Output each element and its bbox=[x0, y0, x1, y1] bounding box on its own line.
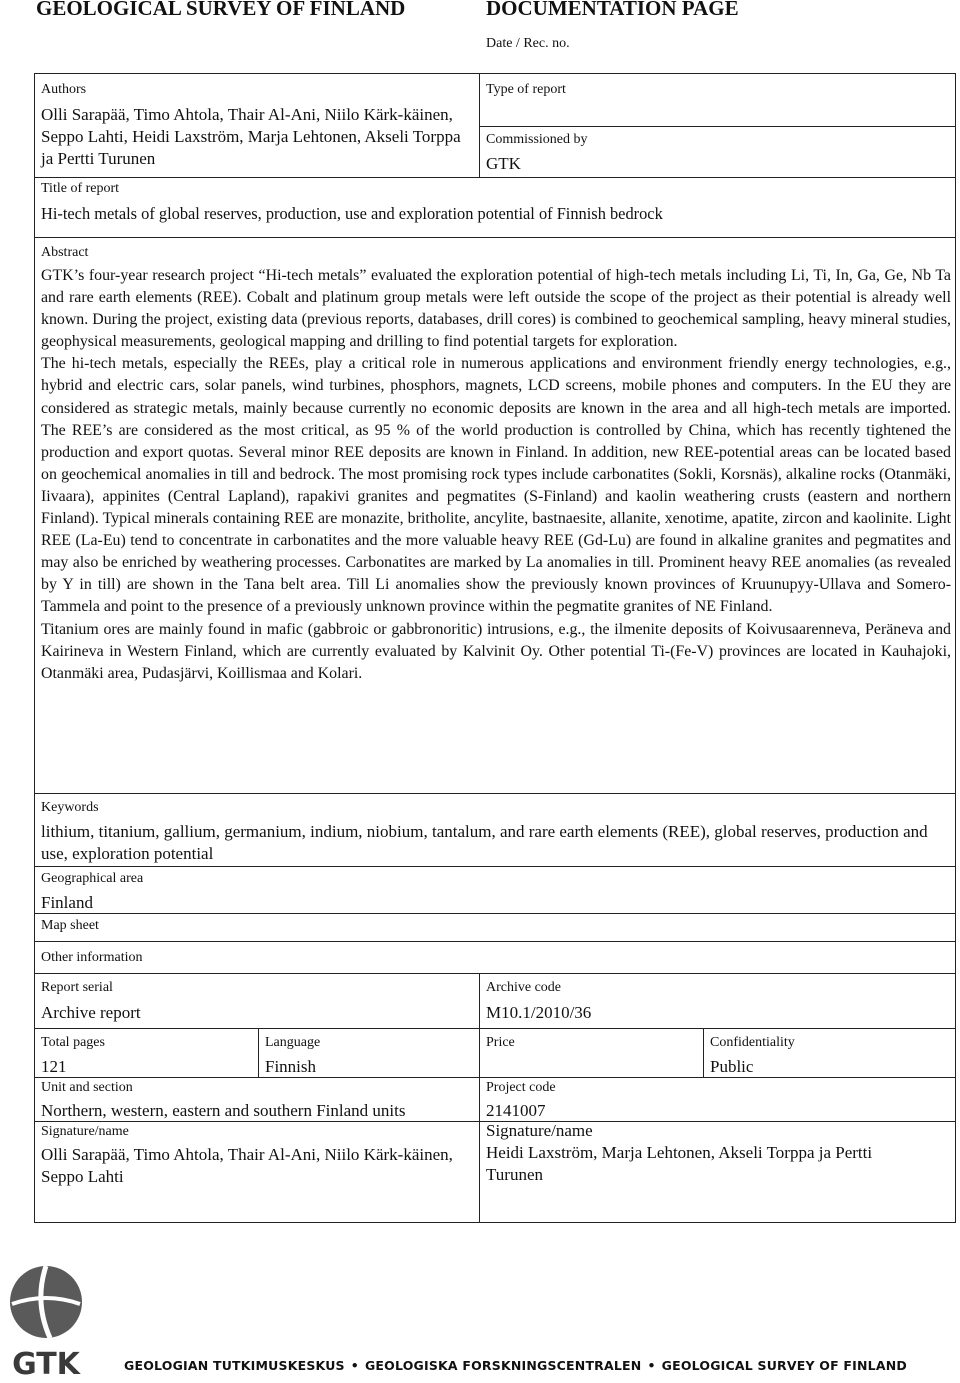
abstract-body bbox=[41, 265, 951, 685]
gtk-logo bbox=[4, 1262, 88, 1380]
bullet-separator: • bbox=[647, 1358, 656, 1373]
footer-institution-names bbox=[124, 1358, 907, 1373]
authors-value: Olli Sarapää, Timo Ahtola, Thair Al-Ani, Niilo Kärk-käinen, Seppo Lahti, Heidi Laxström, Marja Lehtonen, Akseli Torppa ja Pertti Turunen bbox=[41, 105, 461, 168]
divider bbox=[34, 237, 956, 238]
signature-left-value: Olli Sarapää, Timo Ahtola, Thair Al-Ani, Niilo Kärk-käinen, Seppo Lahti bbox=[41, 1145, 453, 1186]
unit-and-section-label: Unit and section bbox=[41, 1080, 133, 1095]
footer-name-finnish: GEOLOGIAN TUTKIMUSKESKUS bbox=[124, 1358, 345, 1373]
divider bbox=[34, 177, 956, 178]
archive-code-label: Archive code bbox=[486, 980, 562, 995]
geographical-area-label: Geographical area bbox=[41, 871, 144, 886]
divider bbox=[479, 73, 480, 177]
language-label: Language bbox=[265, 1035, 321, 1050]
abstract-paragraph: Titanium ores are mainly found in mafic (gabbroic or gabbronoritic) intrusions, e.g., the ilmenite deposits of Koivusaarenneva, Peräneva and Kairineva in Western Finland, which are currently evaluated by Kalvinit Oy. Other potential Ti-(Fe-V) provinces are located in Kauhajoki, Otanmäki area, Pudasjärvi, Koillismaa and Kolari. bbox=[41, 620, 951, 682]
divider bbox=[34, 973, 956, 974]
divider bbox=[34, 1028, 956, 1029]
bullet-separator: • bbox=[350, 1358, 359, 1373]
footer-name-english: GEOLOGICAL SURVEY OF FINLAND bbox=[661, 1358, 907, 1373]
report-serial-value: Archive report bbox=[41, 1003, 141, 1022]
divider bbox=[34, 866, 956, 867]
confidentiality-label: Confidentiality bbox=[710, 1035, 795, 1050]
divider bbox=[258, 1028, 259, 1077]
footer-name-swedish: GEOLOGISKA FORSKNINGSCENTRALEN bbox=[364, 1358, 642, 1373]
total-pages-value: 121 bbox=[41, 1057, 67, 1076]
geographical-area-value: Finland bbox=[41, 893, 93, 912]
signature-right-label: Signature/name bbox=[486, 1121, 593, 1140]
divider bbox=[479, 126, 956, 127]
signature-right-value: Heidi Laxström, Marja Lehtonen, Akseli Torppa ja Pertti Turunen bbox=[486, 1143, 873, 1184]
divider bbox=[703, 1028, 704, 1077]
title-of-report-value: Hi-tech metals of global reserves, production, use and exploration potential of Finnish bedrock bbox=[41, 204, 663, 223]
date-rec-no-label: Date / Rec. no. bbox=[486, 36, 570, 51]
archive-code-value: M10.1/2010/36 bbox=[486, 1003, 592, 1022]
logo-text: GTK bbox=[12, 1347, 80, 1380]
divider bbox=[479, 973, 480, 1223]
map-sheet-label: Map sheet bbox=[41, 918, 99, 933]
project-code-label: Project code bbox=[486, 1080, 556, 1095]
abstract-paragraph: The hi-tech metals, especially the REEs, play a critical role in numerous applications and environment friendly energy technologies, e.g., hybrid and electric cars, solar panels, wind turbines, phosphors, magnets, LCD screens, mobile phones and computers. In the EU they are considered as strategic metals, mainly because currently no economic deposits are known in the area and all high-tech metals are imported. The REE’s are considered as the most critical, as 95 % of the world production is controlled by China, which has recently tightened the production and export quotas. Several minor REE deposits are known in Finland. In addition, new REE-potential areas can be located based on geochemical anomalies in till and bedrock. The most promising rock types include carbonatites (Sokli, Korsnäs), alkaline rocks (Otanmäki, Iivaara), appinites (Central Lapland), rapakivi granites and pegmatites (S-Finland) and kaolin weathering crusts (eastern and northern Finland). Typical minerals containing REE are monazite, britholite, ancylite, bastnaesite, allanite, xenotime, apatite, zircon and kaolinite. Light REE (La-Eu) tend to concentrate in carbonatites and the more valuable heavy REE (Gd-Lu) are found in alkaline granites and pegmatites and may also be enriched by weathering processes. Carbonatites are marked by La anomalies in till. Prominent heavy REE anomalies (as revealed by Y in till) are shown in the Tana belt area. Till Li anomalies show the previously known provinces of Kruunupyy-Ullava and Somero-Tammela and point to the presence of a previously unknown province within the pegmatite granites of NE Finland. bbox=[41, 355, 951, 616]
type-of-report-label: Type of report bbox=[486, 82, 566, 97]
signature-left-label: Signature/name bbox=[41, 1124, 129, 1139]
confidentiality-value: Public bbox=[710, 1057, 754, 1076]
organization-name: GEOLOGICAL SURVEY OF FINLAND bbox=[36, 0, 406, 20]
keywords-value: lithium, titanium, gallium, germanium, indium, niobium, tantalum, and rare earth elements (REE), global reserves, production and use, exploration potential bbox=[41, 822, 928, 863]
commissioned-by-value: GTK bbox=[486, 154, 521, 173]
unit-and-section-value: Northern, western, eastern and southern Finland units bbox=[41, 1101, 406, 1120]
language-value: Finnish bbox=[265, 1057, 317, 1076]
divider bbox=[34, 1077, 956, 1078]
abstract-label: Abstract bbox=[41, 245, 89, 260]
divider bbox=[34, 941, 956, 942]
project-code-value: 2141007 bbox=[486, 1101, 546, 1120]
report-serial-label: Report serial bbox=[41, 980, 113, 995]
other-information-label: Other information bbox=[41, 950, 143, 965]
authors-label: Authors bbox=[41, 82, 87, 97]
keywords-label: Keywords bbox=[41, 800, 99, 815]
document-title: DOCUMENTATION PAGE bbox=[486, 0, 739, 20]
price-label: Price bbox=[486, 1035, 515, 1050]
title-of-report-label: Title of report bbox=[41, 181, 120, 196]
divider bbox=[34, 793, 956, 794]
divider bbox=[34, 913, 956, 914]
commissioned-by-label: Commissioned by bbox=[486, 132, 588, 147]
abstract-paragraph: GTK’s four-year research project “Hi-tech metals” evaluated the exploration potential of high-tech metals including Li, Ti, In, Ga, Ge, Nb Ta and rare earth elements (REE). Cobalt and platinum group metals were left outside the scope of the project as their potential is already well known. During the project, existing data (previous reports, databases, drill cores) is combined to geochemical sampling, heavy mineral studies, geophysical measurements, geological mapping and drilling to find potential targets for exploration. bbox=[41, 267, 951, 351]
total-pages-label: Total pages bbox=[41, 1035, 105, 1050]
